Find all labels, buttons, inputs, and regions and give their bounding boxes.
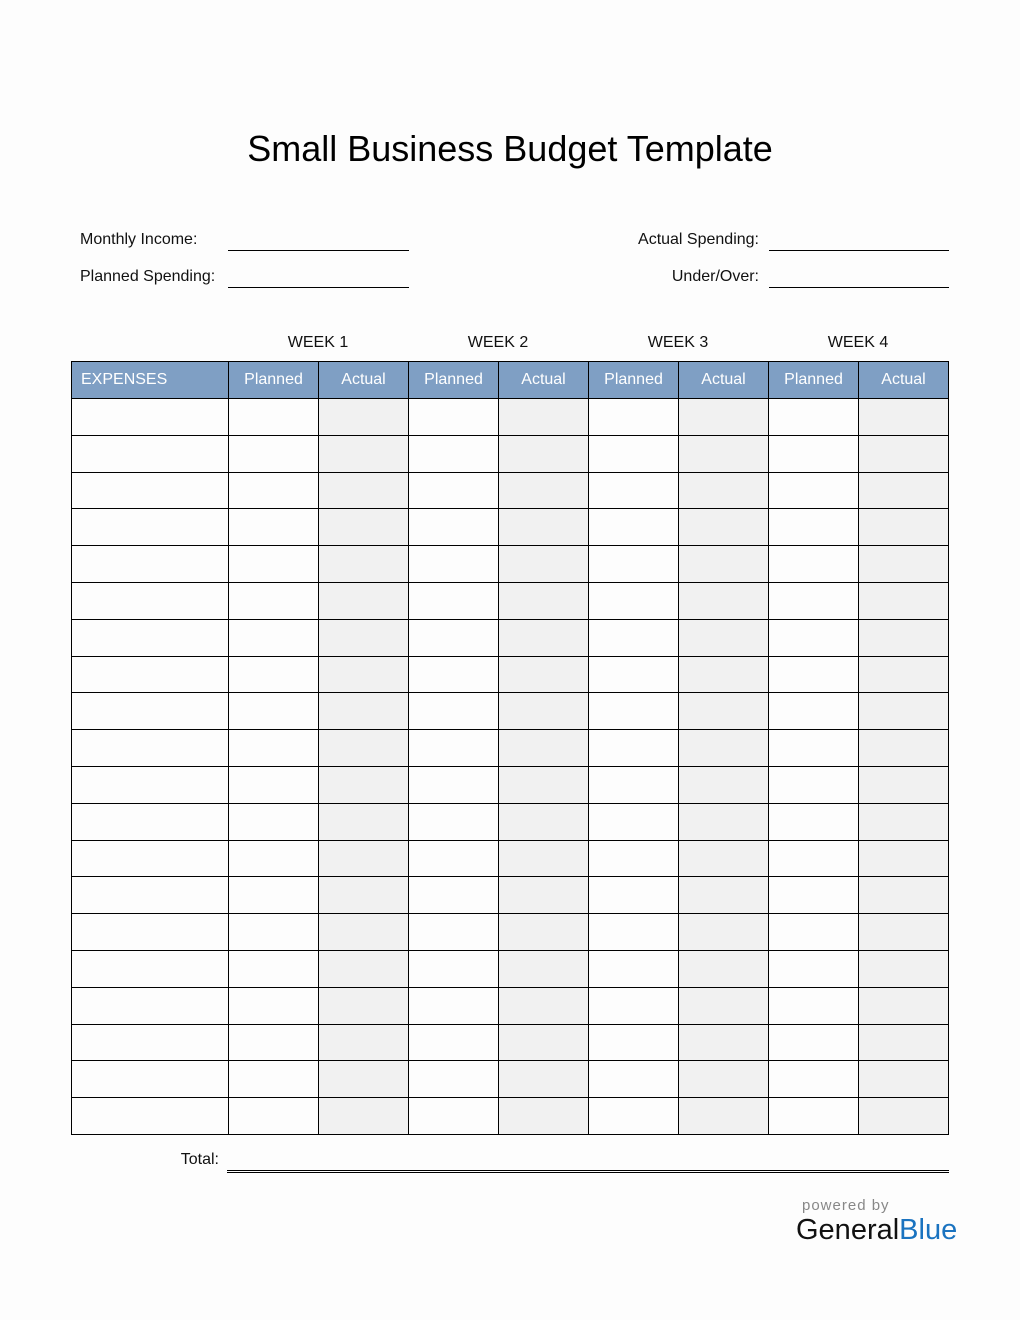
week-2-planned-cell[interactable] [409,1024,499,1061]
table-row [72,877,949,914]
week-2-actual-cell[interactable] [499,914,589,951]
week-2-actual-cell[interactable] [499,803,589,840]
week-2-planned-cell[interactable] [409,435,499,472]
week-3-actual-cell[interactable] [679,693,769,730]
week-1-planned-cell[interactable] [229,803,319,840]
week-1-actual-cell[interactable] [319,877,409,914]
week-4-actual-cell[interactable] [859,619,949,656]
week-4-label: WEEK 4 [827,334,889,351]
week-3-planned-cell[interactable] [589,693,679,730]
week-4-planned-header: Planned [769,362,859,399]
week-1-actual-cell[interactable] [319,1061,409,1098]
week-4-actual-cell[interactable] [859,987,949,1024]
planned-spending-field[interactable] [228,287,409,288]
week-4-planned-cell[interactable] [769,803,859,840]
week-4-actual-cell[interactable] [859,1061,949,1098]
week-1-planned-cell[interactable] [229,766,319,803]
week-1-actual-cell[interactable] [319,987,409,1024]
week-4-actual-cell[interactable] [859,1024,949,1061]
week-4-planned-cell[interactable] [769,877,859,914]
expense-cell[interactable] [72,399,229,436]
expense-cell[interactable] [72,509,229,546]
table-row [72,1024,949,1061]
week-3-actual-cell[interactable] [679,472,769,509]
expenses-header: EXPENSES [72,362,229,399]
week-3-planned-cell[interactable] [589,1024,679,1061]
week-4-actual-cell[interactable] [859,582,949,619]
week-2-planned-cell[interactable] [409,914,499,951]
expense-cell[interactable] [72,840,229,877]
table-row [72,693,949,730]
week-3-planned-cell[interactable] [589,803,679,840]
week-1-planned-cell[interactable] [229,546,319,583]
week-3-actual-cell[interactable] [679,1024,769,1061]
table-row [72,435,949,472]
week-3-planned-cell[interactable] [589,766,679,803]
week-1-actual-cell[interactable] [319,914,409,951]
week-1-planned-cell[interactable] [229,656,319,693]
week-3-actual-cell[interactable] [679,766,769,803]
week-4-planned-cell[interactable] [769,914,859,951]
total-field[interactable] [227,1170,949,1173]
expense-cell[interactable] [72,546,229,583]
week-4-planned-cell[interactable] [769,656,859,693]
week-3-planned-cell[interactable] [589,914,679,951]
week-4-actual-cell[interactable] [859,472,949,509]
week-2-planned-cell[interactable] [409,693,499,730]
week-2-actual-cell[interactable] [499,656,589,693]
week-2-actual-cell[interactable] [499,546,589,583]
week-4-actual-cell[interactable] [859,1098,949,1135]
week-1-actual-cell[interactable] [319,950,409,987]
week-3-planned-cell[interactable] [589,877,679,914]
week-2-planned-cell[interactable] [409,546,499,583]
table-row [72,840,949,877]
week-4-actual-cell[interactable] [859,546,949,583]
week-2-actual-header: Actual [499,362,589,399]
week-3-actual-cell[interactable] [679,509,769,546]
expense-cell[interactable] [72,950,229,987]
week-4-planned-cell[interactable] [769,1098,859,1135]
table-row [72,914,949,951]
week-2-actual-cell[interactable] [499,766,589,803]
week-4-planned-cell[interactable] [769,1024,859,1061]
table-row [72,656,949,693]
week-1-actual-cell[interactable] [319,509,409,546]
week-4-planned-cell[interactable] [769,546,859,583]
week-3-planned-header: Planned [589,362,679,399]
under-over-field[interactable] [769,287,949,288]
table-row [72,582,949,619]
week-3-planned-cell[interactable] [589,472,679,509]
week-1-planned-cell[interactable] [229,730,319,767]
expense-cell[interactable] [72,914,229,951]
week-2-planned-cell[interactable] [409,472,499,509]
week-2-planned-cell[interactable] [409,619,499,656]
table-row [72,730,949,767]
week-3-planned-cell[interactable] [589,1098,679,1135]
week-4-actual-cell[interactable] [859,950,949,987]
expense-cell[interactable] [72,730,229,767]
week-2-label: WEEK 2 [467,334,529,351]
week-2-actual-cell[interactable] [499,1061,589,1098]
week-3-actual-cell[interactable] [679,840,769,877]
week-2-planned-cell[interactable] [409,730,499,767]
week-4-actual-cell[interactable] [859,656,949,693]
week-3-actual-cell[interactable] [679,435,769,472]
week-1-actual-cell[interactable] [319,766,409,803]
table-row [72,766,949,803]
week-3-actual-cell[interactable] [679,656,769,693]
week-1-actual-cell[interactable] [319,619,409,656]
week-4-actual-header: Actual [859,362,949,399]
week-1-planned-cell[interactable] [229,950,319,987]
monthly-income-field[interactable] [228,250,409,251]
week-1-actual-header: Actual [319,362,409,399]
week-4-actual-cell[interactable] [859,509,949,546]
week-3-planned-cell[interactable] [589,546,679,583]
week-4-actual-cell[interactable] [859,914,949,951]
week-1-actual-cell[interactable] [319,730,409,767]
week-1-actual-cell[interactable] [319,840,409,877]
week-2-planned-cell[interactable] [409,399,499,436]
expense-cell[interactable] [72,693,229,730]
table-row [72,803,949,840]
week-2-actual-cell[interactable] [499,1024,589,1061]
week-4-actual-cell[interactable] [859,435,949,472]
week-4-planned-cell[interactable] [769,950,859,987]
week-3-planned-cell[interactable] [589,987,679,1024]
week-1-planned-cell[interactable] [229,1024,319,1061]
week-4-actual-cell[interactable] [859,877,949,914]
actual-spending-label: Actual Spending: [638,231,759,248]
week-1-planned-cell[interactable] [229,582,319,619]
week-4-planned-cell[interactable] [769,399,859,436]
week-4-actual-cell[interactable] [859,766,949,803]
table-row [72,1061,949,1098]
table-row [72,987,949,1024]
week-2-actual-cell[interactable] [499,987,589,1024]
week-3-actual-cell[interactable] [679,582,769,619]
week-2-planned-header: Planned [409,362,499,399]
week-2-planned-cell[interactable] [409,582,499,619]
week-4-planned-cell[interactable] [769,509,859,546]
page-title: Small Business Budget Template [247,128,773,169]
week-3-actual-cell[interactable] [679,987,769,1024]
week-2-actual-cell[interactable] [499,472,589,509]
week-1-actual-cell[interactable] [319,1024,409,1061]
expense-cell[interactable] [72,803,229,840]
table-row [72,399,949,436]
expense-cell[interactable] [72,1024,229,1061]
week-2-actual-cell[interactable] [499,509,589,546]
week-2-planned-cell[interactable] [409,1061,499,1098]
week-2-planned-cell[interactable] [409,766,499,803]
week-3-planned-cell[interactable] [589,950,679,987]
table-row [72,472,949,509]
week-4-planned-cell[interactable] [769,693,859,730]
expense-cell[interactable] [72,1098,229,1135]
week-4-actual-cell[interactable] [859,693,949,730]
week-3-actual-cell[interactable] [679,546,769,583]
week-3-planned-cell[interactable] [589,399,679,436]
expense-cell[interactable] [72,435,229,472]
week-1-actual-cell[interactable] [319,693,409,730]
under-over-label: Under/Over: [671,268,759,285]
table-row [72,1098,949,1135]
week-2-planned-cell[interactable] [409,987,499,1024]
week-1-label: WEEK 1 [287,334,349,351]
week-1-actual-cell[interactable] [319,582,409,619]
week-3-planned-cell[interactable] [589,619,679,656]
week-2-actual-cell[interactable] [499,730,589,767]
expense-cell[interactable] [72,877,229,914]
week-1-planned-cell[interactable] [229,840,319,877]
week-2-planned-cell[interactable] [409,877,499,914]
week-3-planned-cell[interactable] [589,1061,679,1098]
week-4-planned-cell[interactable] [769,582,859,619]
week-1-actual-cell[interactable] [319,656,409,693]
week-3-actual-cell[interactable] [679,1061,769,1098]
week-3-actual-cell[interactable] [679,877,769,914]
week-2-planned-cell[interactable] [409,1098,499,1135]
week-1-planned-cell[interactable] [229,877,319,914]
week-3-planned-cell[interactable] [589,509,679,546]
week-1-actual-cell[interactable] [319,435,409,472]
week-4-planned-cell[interactable] [769,840,859,877]
planned-spending-label: Planned Spending: [80,268,216,285]
week-3-actual-cell[interactable] [679,914,769,951]
week-1-planned-cell[interactable] [229,1061,319,1098]
expense-cell[interactable] [72,766,229,803]
week-1-planned-cell[interactable] [229,1098,319,1135]
week-1-planned-cell[interactable] [229,399,319,436]
week-3-actual-cell[interactable] [679,619,769,656]
week-3-actual-cell[interactable] [679,803,769,840]
expense-cell[interactable] [72,987,229,1024]
table-header-row [72,362,949,399]
week-3-actual-cell[interactable] [679,399,769,436]
week-1-planned-cell[interactable] [229,435,319,472]
week-1-planned-cell[interactable] [229,619,319,656]
actual-spending-field[interactable] [769,250,949,251]
expense-cell[interactable] [72,1061,229,1098]
expense-cell[interactable] [72,472,229,509]
week-4-actual-cell[interactable] [859,803,949,840]
week-2-planned-cell[interactable] [409,509,499,546]
week-1-planned-header: Planned [229,362,319,399]
week-2-actual-cell[interactable] [499,950,589,987]
week-1-actual-cell[interactable] [319,546,409,583]
week-4-planned-cell[interactable] [769,766,859,803]
table-row [72,619,949,656]
week-4-planned-cell[interactable] [769,435,859,472]
powered-by-text: powered by [802,1197,890,1214]
week-1-planned-cell[interactable] [229,914,319,951]
week-3-label: WEEK 3 [647,334,709,351]
week-2-actual-cell[interactable] [499,840,589,877]
week-4-actual-cell[interactable] [859,399,949,436]
week-2-actual-cell[interactable] [499,693,589,730]
budget-table [71,361,949,1135]
week-3-actual-cell[interactable] [679,950,769,987]
week-4-planned-cell[interactable] [769,730,859,767]
expense-cell[interactable] [72,656,229,693]
week-2-actual-cell[interactable] [499,1098,589,1135]
week-3-planned-cell[interactable] [589,656,679,693]
table-row [72,950,949,987]
week-4-actual-cell[interactable] [859,730,949,767]
logo-general: General [796,1214,900,1246]
week-4-planned-cell[interactable] [769,472,859,509]
table-row [72,509,949,546]
week-1-actual-cell[interactable] [319,472,409,509]
week-2-actual-cell[interactable] [499,435,589,472]
week-1-planned-cell[interactable] [229,472,319,509]
monthly-income-label: Monthly Income: [80,231,198,248]
week-4-planned-cell[interactable] [769,619,859,656]
generalblue-logo [796,1214,957,1247]
week-3-planned-cell[interactable] [589,840,679,877]
expense-cell[interactable] [72,582,229,619]
week-2-actual-cell[interactable] [499,582,589,619]
week-2-actual-cell[interactable] [499,877,589,914]
week-1-planned-cell[interactable] [229,987,319,1024]
week-1-planned-cell[interactable] [229,509,319,546]
week-3-planned-cell[interactable] [589,730,679,767]
week-3-actual-cell[interactable] [679,1098,769,1135]
week-3-planned-cell[interactable] [589,435,679,472]
table-row [72,546,949,583]
week-3-planned-cell[interactable] [589,582,679,619]
week-1-actual-cell[interactable] [319,1098,409,1135]
expense-cell[interactable] [72,619,229,656]
week-2-actual-cell[interactable] [499,399,589,436]
week-1-actual-cell[interactable] [319,399,409,436]
week-1-planned-cell[interactable] [229,693,319,730]
week-3-actual-header: Actual [679,362,769,399]
week-2-planned-cell[interactable] [409,656,499,693]
week-4-planned-cell[interactable] [769,1061,859,1098]
week-2-planned-cell[interactable] [409,950,499,987]
logo-blue: Blue [899,1214,958,1246]
total-label: Total: [180,1151,219,1168]
week-2-planned-cell[interactable] [409,803,499,840]
week-4-actual-cell[interactable] [859,840,949,877]
week-3-actual-cell[interactable] [679,730,769,767]
week-2-planned-cell[interactable] [409,840,499,877]
week-1-actual-cell[interactable] [319,803,409,840]
week-2-actual-cell[interactable] [499,619,589,656]
week-4-planned-cell[interactable] [769,987,859,1024]
